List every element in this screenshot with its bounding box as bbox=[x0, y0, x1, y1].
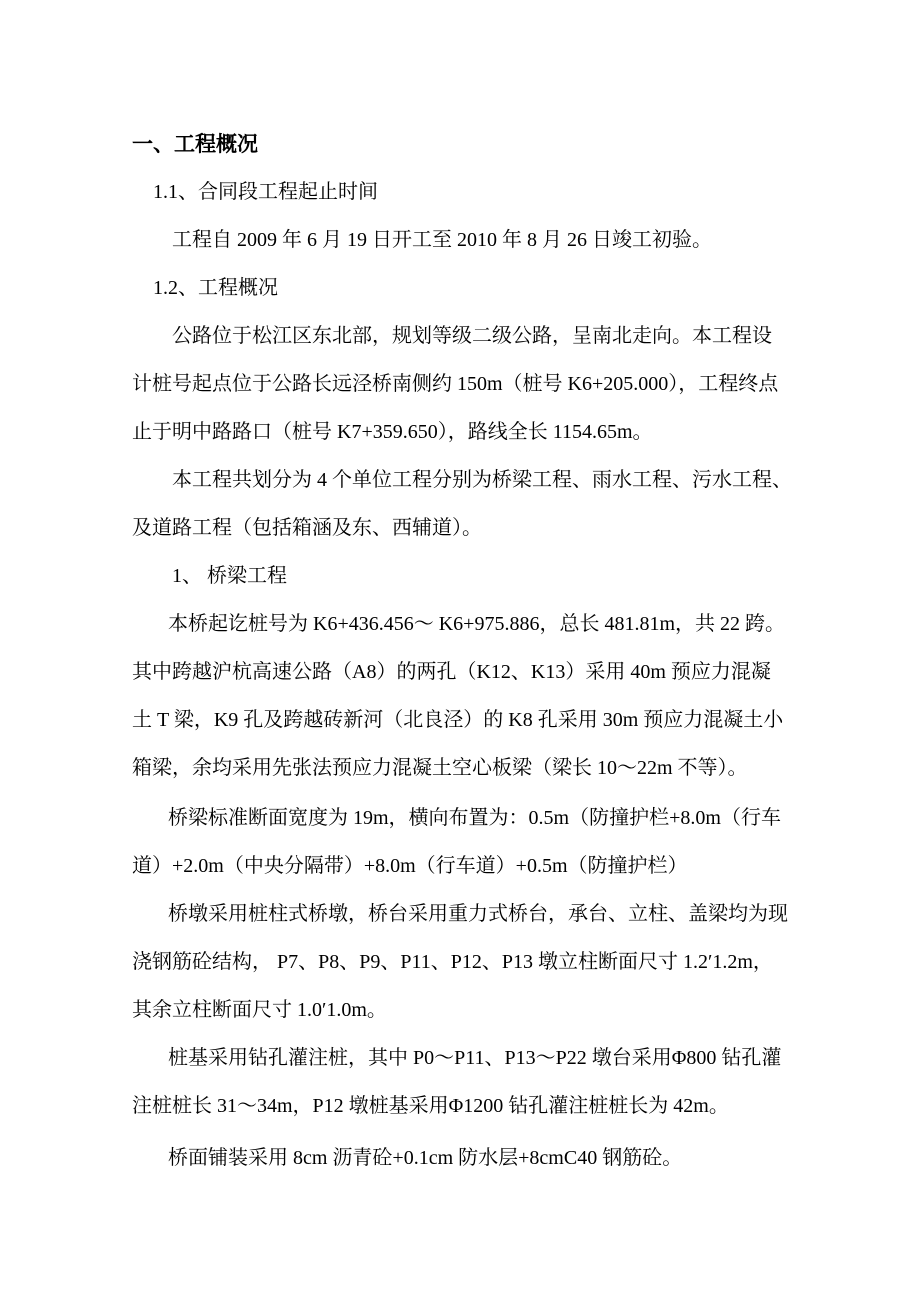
bridge-line-3: 土 T 梁，K9 孔及跨越砖新河（北良泾）的 K8 孔采用 30m 预应力混凝土小 bbox=[132, 709, 784, 731]
bridge-line-4: 箱梁，余均采用先张法预应力混凝土空心板梁（梁长 10～22m 不等）。 bbox=[132, 757, 748, 779]
overview-line-1: 公路位于松江区东北部，规划等级二级公路，呈南北走向。本工程设 bbox=[172, 325, 772, 347]
section-title: 一、工程概况 bbox=[132, 132, 258, 156]
pile-line-2: 注桩桩长 31～34m，P12 墩桩基采用Φ1200 钻孔灌注桩桩长为 42m。 bbox=[132, 1095, 729, 1117]
subsection-title-1-1: 1.1、合同段工程起止时间 bbox=[153, 181, 378, 203]
deck-paragraph bbox=[132, 1134, 836, 1182]
cross-section-line-2: 道）+2.0m（中央分隔带）+8.0m（行车道）+0.5m（防撞护栏） bbox=[132, 855, 688, 877]
pier-line-1: 桥墩采用桩柱式桥墩，桥台采用重力式桥台，承台、立柱、盖梁均为现 bbox=[168, 903, 788, 925]
units-line-2: 及道路工程（包括箱涵及东、西辅道）。 bbox=[132, 517, 482, 539]
cross-section-paragraph bbox=[132, 794, 836, 890]
pile-line-1: 桩基采用钻孔灌注桩，其中 P0～P11、P13～P22 墩台采用Φ800 钻孔灌 bbox=[168, 1047, 782, 1069]
pile-paragraph bbox=[132, 1034, 836, 1130]
cross-section-line-1: 桥梁标准断面宽度为 19m，横向布置为：0.5m（防撞护栏+8.0m（行车 bbox=[168, 807, 781, 829]
bridge-line-1: 本桥起讫桩号为 K6+436.456～ K6+975.886，总长 481.81m，共 22 跨。 bbox=[168, 613, 786, 635]
pier-paragraph bbox=[132, 890, 836, 1034]
overview-line-3: 止于明中路路口（桩号 K7+359.650），路线全长 1154.65m。 bbox=[132, 421, 653, 443]
pier-line-2: 浇钢筋砼结构， P7、P8、P9、P11、P12、P13 墩立柱断面尺寸 1.2′1.2m， bbox=[132, 951, 773, 973]
deck-line: 桥面铺装采用 8cm 沥青砼+0.1cm 防水层+8cmC40 钢筋砼。 bbox=[168, 1147, 683, 1169]
units-line-1: 本工程共划分为 4 个单位工程分别为桥梁工程、雨水工程、污水工程、 bbox=[172, 469, 792, 491]
units-paragraph bbox=[132, 456, 836, 552]
subsection-title-1-2: 1.2、工程概况 bbox=[153, 277, 278, 299]
overview-line-2: 计桩号起点位于公路长远泾桥南侧约 150m（桩号 K6+205.000），工程终点 bbox=[132, 373, 779, 395]
construction-period-text: 工程自 2009 年 6 月 19 日开工至 2010 年 8 月 26 日竣工初验。 bbox=[172, 229, 712, 251]
bridge-paragraph bbox=[132, 600, 836, 792]
pier-line-3: 其余立柱断面尺寸 1.0′1.0m。 bbox=[132, 999, 387, 1021]
bridge-title: 1、 桥梁工程 bbox=[172, 565, 287, 587]
overview-paragraph bbox=[132, 312, 836, 456]
bridge-line-2: 其中跨越沪杭高速公路（A8）的两孔（K12、K13）采用 40m 预应力混凝 bbox=[132, 661, 771, 683]
